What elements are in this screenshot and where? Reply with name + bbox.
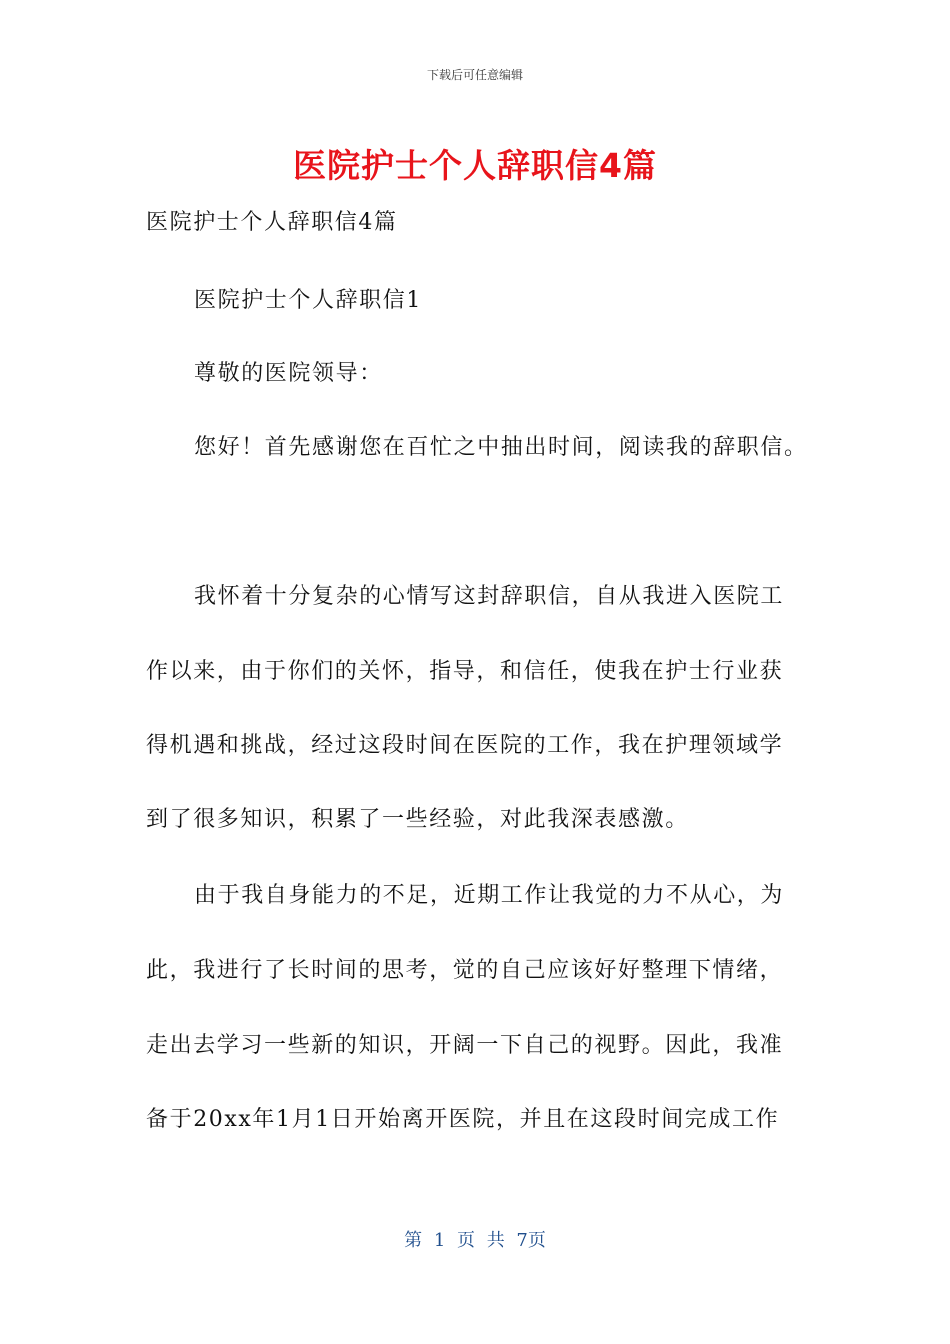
paragraph-line: 我怀着十分复杂的心情写这封辞职信，自从我进入医院工 [194,584,785,609]
paragraph-line: 此，我进行了长时间的思考，觉的自己应该好好整理下情绪， [146,958,784,983]
letter-heading: 医院护士个人辞职信1 [194,288,422,313]
subtitle-line: 医院护士个人辞职信4篇 [146,210,398,235]
paragraph-line: 备于20xx年1月1日开始离开医院，并且在这段时间完成工作 [146,1107,780,1132]
greeting-paragraph: 您好！首先感谢您在百忙之中抽出时间，阅读我的辞职信。 [194,435,808,460]
page-footer: 第 1 页 共 7页 [404,1230,546,1251]
paragraph-line: 作以来，由于你们的关怀，指导，和信任，使我在护士行业获 [146,659,784,684]
paragraph-line: 走出去学习一些新的知识，开阔一下自己的视野。因此，我准 [146,1033,784,1058]
paragraph-line: 得机遇和挑战，经过这段时间在医院的工作，我在护理领域学 [146,733,784,758]
paragraph-line: 到了很多知识，积累了一些经验，对此我深表感激。 [146,807,689,832]
header-note: 下载后可任意编辑 [426,68,523,82]
paragraph-line: 由于我自身能力的不足，近期工作让我觉的力不从心，为 [194,883,785,908]
salutation: 尊敬的医院领导： [194,361,383,386]
document-title: 医院护士个人辞职信4篇 [293,146,657,185]
